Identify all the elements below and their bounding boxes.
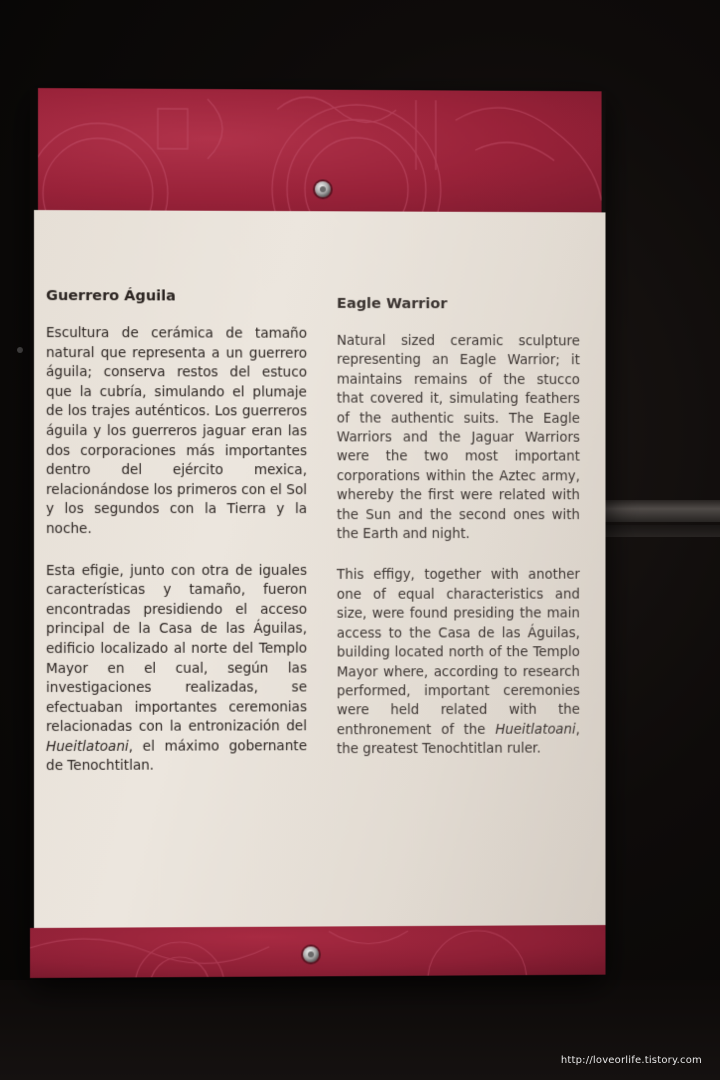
metal-rail-shadow [600,525,720,537]
spanish-paragraph-2-start: Esta efigie, junto con otra de iguales características y tamaño, fueron encontradas presidiendo el acceso principal de la Casa de las Águilas, edificio localizado al norte del Templo Mayor en el cual, según las investigaciones realizadas, se efectuaban importantes ceremonias relacionadas con la entronización del [45,562,307,736]
watermark-url: http://loveorlife.tistory.com [560,1055,702,1066]
english-title: Eagle Warrior [336,295,448,313]
spanish-column [46,288,307,799]
english-column [337,296,580,782]
spanish-paragraph-1: Escultura de cerámica de tamaño natural que representa a un guerrero águila; conserva restos del estuco que la cubría, simulando el plumaje de los trajes auténticos. Los guerreros águila y los guerreros jaguar eran las dos corporaciones más importantes dentro del ejército mexica, relacionándose los primeros con el Sol y los segundos con la Tierra y la noche. [45,325,307,537]
metal-rail [600,500,720,522]
english-paragraph-2 [337,566,580,759]
english-paragraph-2-end: , the greatest Tenochtitlan ruler. [336,722,580,758]
exhibit-sign [30,88,606,978]
spanish-hueitlatoani: Hueitlatoani [45,738,129,755]
bottom-bolt [303,946,319,962]
english-paragraph-1: Natural sized ceramic sculpture representing an Eagle Warrior; it maintains remains of the stucco that covered it, simulating feathers of the authentic suits. The Eagle Warriors and the Jaguar Warriors were the two most important corporations within the Aztec army, whereby the first were related with the Sun and the second ones with the Earth and night. [336,333,580,543]
spanish-paragraph-2 [46,561,307,777]
background-light-dot [17,347,23,353]
spanish-paragraph-2-end: , el máximo gobernante de Tenochtitlan. [45,738,307,775]
top-bolt [315,181,331,197]
spanish-title: Guerrero Águila [45,288,176,305]
english-paragraph-2-start: This effigy, together with another one of equal characteristics and size, were found presiding the main access to the Casa de las Águilas, building located north of the Templo Mayor where, according to research performed, important ceremonies were held related with the enthronement of the [336,568,580,738]
english-hueitlatoani: Hueitlatoani [495,722,576,738]
